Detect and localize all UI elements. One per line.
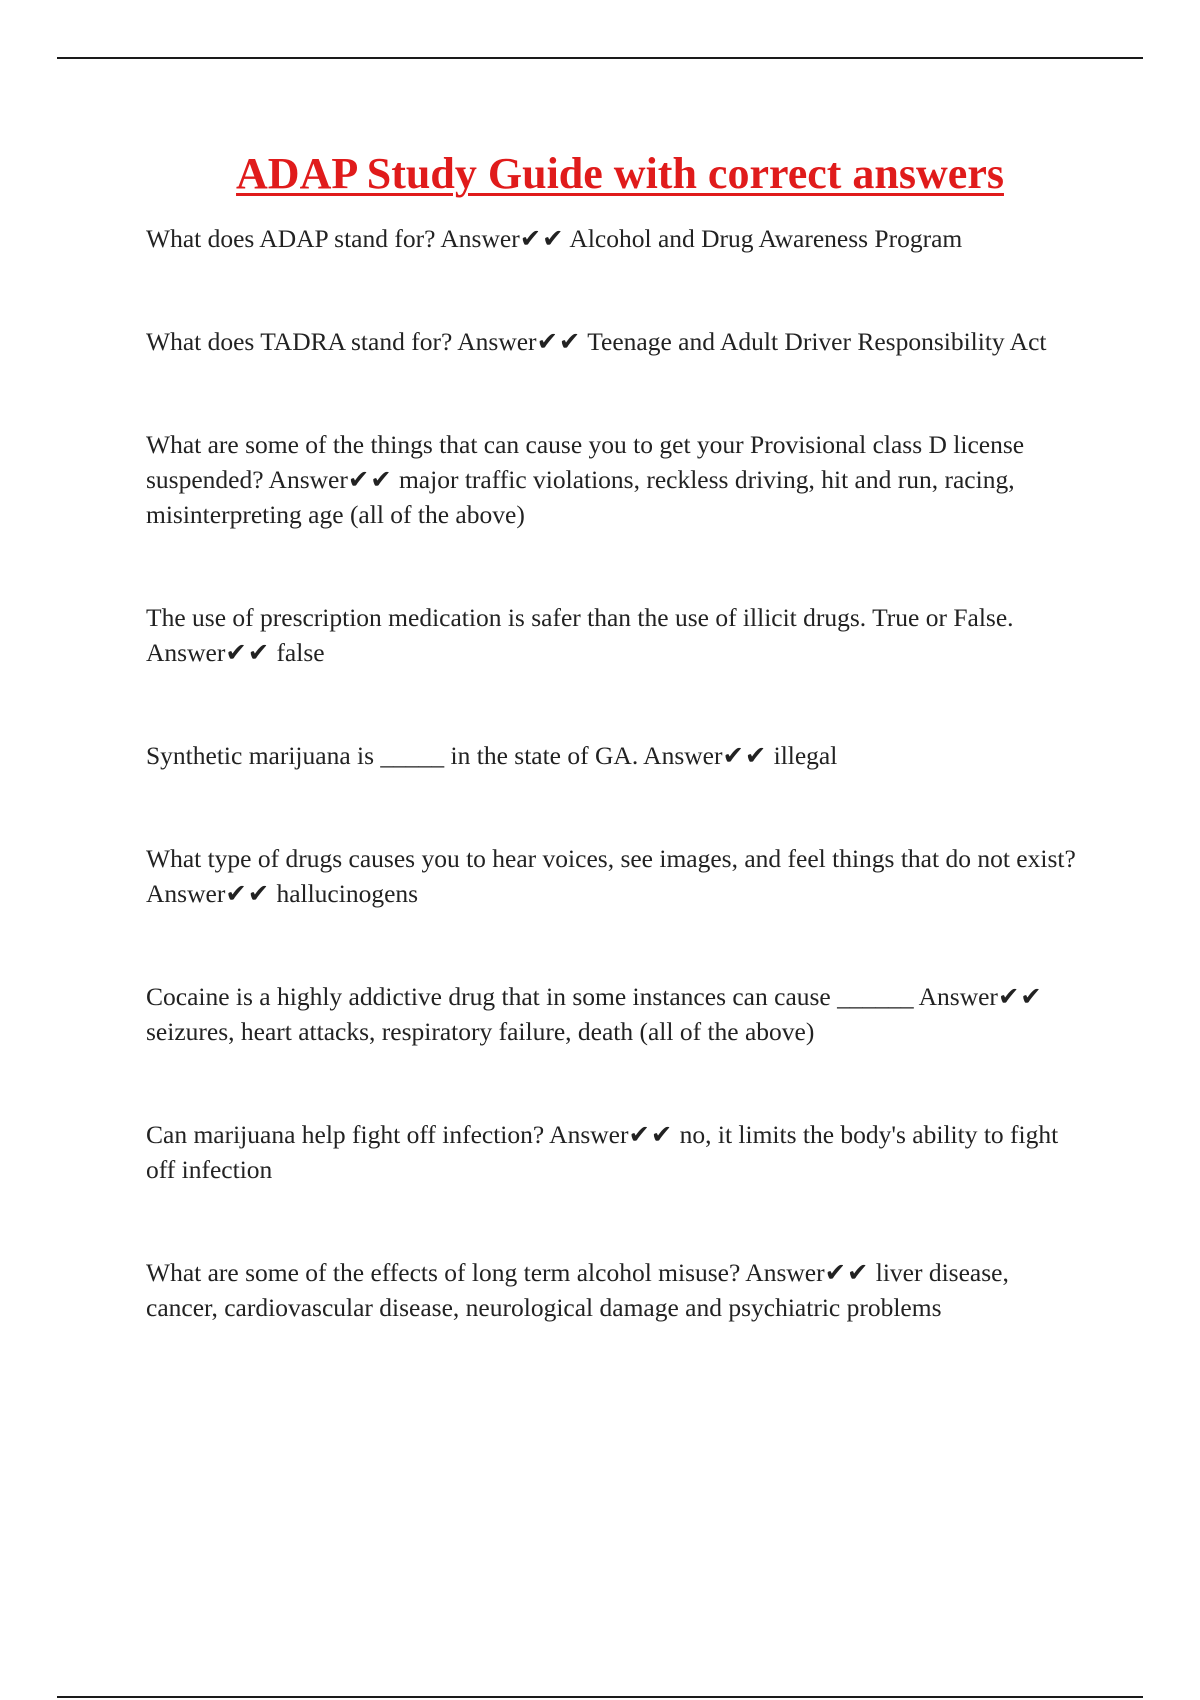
qa-item [146, 1117, 1076, 1187]
answer-label: Answer [440, 224, 520, 253]
question-text: What are some of the things that can cause you to get your Provisional class D license suspended? [146, 430, 1025, 494]
check-mark-icon: ✔✔ [225, 638, 271, 667]
qa-item [146, 738, 1076, 773]
check-mark-icon: ✔✔ [519, 224, 565, 253]
answer-label: Answer [457, 327, 537, 356]
question-text: Can marijuana help fight off infection? [146, 1120, 545, 1149]
check-mark-icon: ✔✔ [824, 1258, 870, 1287]
check-mark-icon: ✔✔ [722, 741, 768, 770]
answer-label: Answer [146, 638, 226, 667]
answer-label: Answer [549, 1120, 629, 1149]
footer-rule [57, 1696, 1143, 1698]
answer-text: hallucinogens [276, 879, 419, 908]
question-text: Cocaine is a highly addictive drug that in some instances can cause ______ [146, 982, 914, 1011]
question-text: Synthetic marijuana is _____ in the state of GA. [146, 741, 639, 770]
answer-label: Answer [918, 982, 998, 1011]
answer-text: liver disease, cancer, cardiovascular disease, neurological damage and psychiatric problems [146, 1258, 1009, 1322]
check-mark-icon: ✔✔ [536, 327, 582, 356]
answer-text: seizures, heart attacks, respiratory failure, death (all of the above) [146, 1017, 815, 1046]
answer-text: Alcohol and Drug Awareness Program [569, 224, 963, 253]
check-mark-icon: ✔✔ [628, 1120, 674, 1149]
answer-text: no, it limits the body's ability to fight off infection [146, 1120, 1059, 1184]
qa-item [146, 600, 1076, 670]
answer-text: illegal [773, 741, 838, 770]
question-text: What does TADRA stand for? [146, 327, 453, 356]
check-mark-icon: ✔✔ [225, 879, 271, 908]
document-title: ADAP Study Guide with correct answers [236, 149, 1004, 198]
qa-item [146, 427, 1076, 532]
qa-item [146, 979, 1076, 1049]
qa-item [146, 324, 1076, 359]
header-rule [57, 57, 1143, 59]
check-mark-icon: ✔✔ [997, 982, 1043, 1011]
qa-list [146, 221, 1076, 1393]
qa-item [146, 841, 1076, 911]
question-text: The use of prescription medication is safer than the use of illicit drugs. True or False. [146, 603, 1014, 632]
answer-label: Answer [146, 879, 226, 908]
question-text: What type of drugs causes you to hear voices, see images, and feel things that do not exist? [146, 844, 1076, 873]
answer-label: Answer [745, 1258, 825, 1287]
qa-item [146, 221, 1076, 256]
qa-item [146, 1255, 1076, 1325]
answer-label: Answer [643, 741, 723, 770]
check-mark-icon: ✔✔ [347, 465, 393, 494]
question-text: What does ADAP stand for? [146, 224, 436, 253]
answer-text: Teenage and Adult Driver Responsibility Act [587, 327, 1047, 356]
answer-label: Answer [268, 465, 348, 494]
question-text: What are some of the effects of long term alcohol misuse? [146, 1258, 741, 1287]
answer-text: major traffic violations, reckless driving, hit and run, racing, misinterpreting age (all of the above) [146, 465, 1015, 529]
answer-text: false [276, 638, 325, 667]
